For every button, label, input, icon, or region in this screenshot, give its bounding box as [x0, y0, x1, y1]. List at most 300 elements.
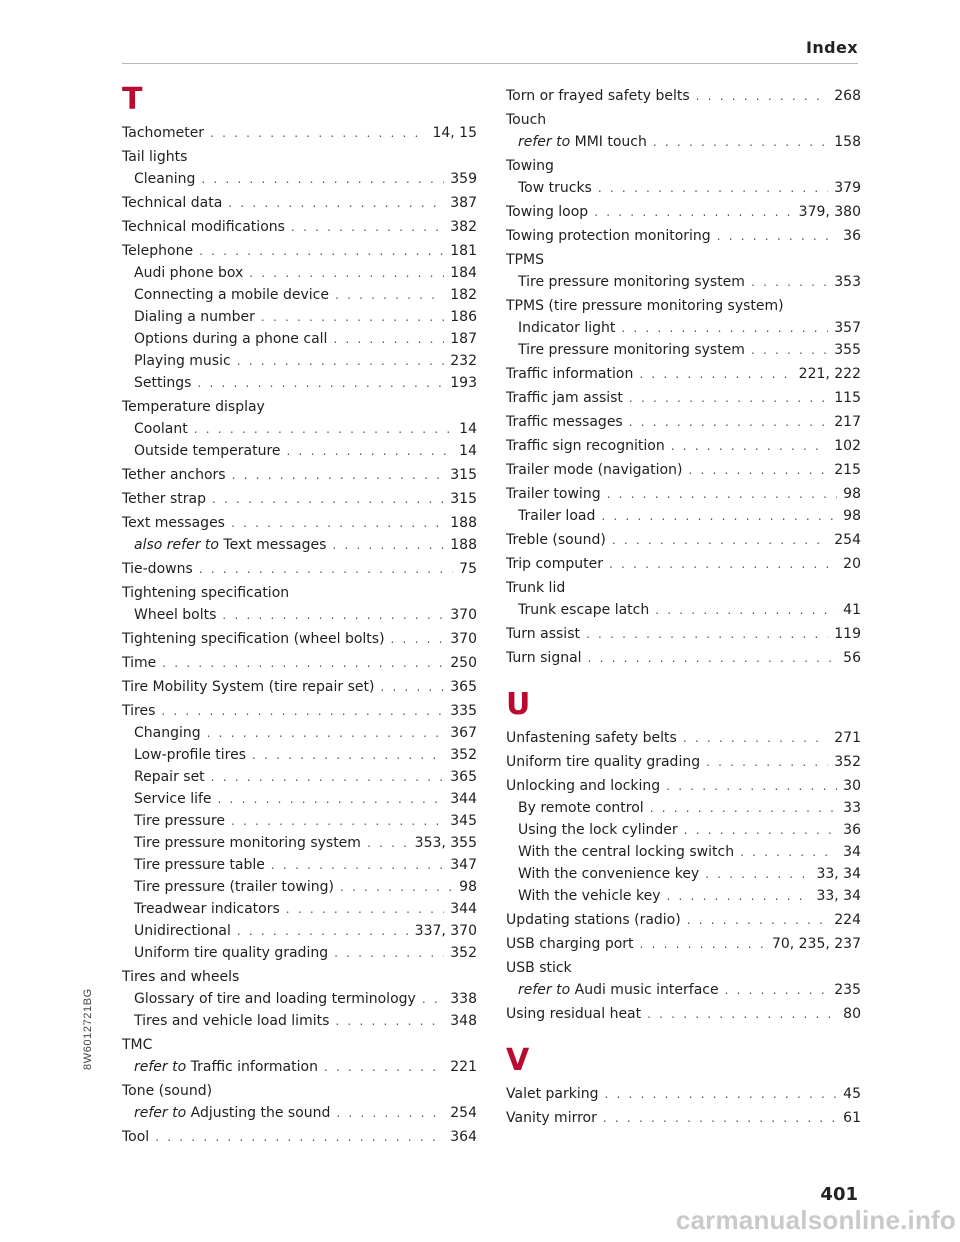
entry-page-ref: 232	[450, 353, 477, 369]
entry-page-ref: 98	[459, 879, 477, 895]
entry-term-text: Dialing a number	[134, 309, 255, 325]
dot-leader	[199, 558, 453, 580]
entry-term-text: Treadwear indicators	[134, 901, 280, 917]
entry-term-text: Trunk escape latch	[518, 602, 650, 618]
dot-leader	[655, 599, 837, 621]
dot-leader	[324, 1056, 444, 1078]
entry-term	[122, 284, 329, 306]
index-entry	[506, 529, 861, 551]
index-subentry	[506, 317, 861, 339]
entry-page-ref: 382	[450, 219, 477, 235]
entry-term	[122, 582, 289, 604]
entry-page-ref: 337, 370	[414, 923, 477, 939]
entry-term-text: Traffic information	[506, 366, 634, 382]
entry-term	[122, 122, 204, 144]
index-entry	[122, 558, 477, 580]
index-subentry	[122, 262, 477, 284]
index-entry	[122, 1034, 477, 1056]
entry-page-ref: 379	[834, 180, 861, 196]
dot-leader	[603, 1107, 837, 1129]
entry-page-ref: 186	[450, 309, 477, 325]
entry-term-text: Towing loop	[506, 204, 589, 220]
index-subentry	[122, 418, 477, 440]
dot-leader	[422, 988, 444, 1010]
entry-term	[122, 832, 361, 854]
entry-term-text: Tether anchors	[122, 467, 226, 483]
entry-term-text: Trailer mode (navigation)	[506, 462, 683, 478]
dot-leader	[607, 483, 838, 505]
entry-term-text: Torn or frayed safety belts	[506, 88, 690, 104]
entry-term	[506, 317, 615, 339]
entry-term-text: Using residual heat	[506, 1006, 642, 1022]
index-subentry	[506, 885, 861, 907]
entry-term	[122, 722, 201, 744]
entry-term	[506, 435, 665, 457]
entry-term	[122, 1102, 330, 1124]
entry-term-text: Wheel bolts	[134, 607, 217, 623]
index-entry	[506, 727, 861, 749]
index-letter-heading: U	[506, 687, 531, 722]
dot-leader	[598, 177, 828, 199]
dot-leader	[197, 372, 444, 394]
dot-leader	[705, 863, 810, 885]
index-entry	[506, 751, 861, 773]
entry-page-ref: 355	[834, 342, 861, 358]
entry-page-ref: 370	[450, 631, 477, 647]
dot-leader	[222, 604, 444, 626]
entry-page-ref: 182	[450, 287, 477, 303]
index-subentry	[122, 920, 477, 942]
entry-term	[506, 553, 603, 575]
dot-leader	[211, 766, 445, 788]
index-subentry	[122, 988, 477, 1010]
entry-term	[506, 483, 601, 505]
entry-page-ref: 364	[450, 1129, 477, 1145]
entry-term-text: Traffic sign recognition	[506, 438, 665, 454]
entry-term	[506, 131, 647, 153]
entry-page-ref: 370	[450, 607, 477, 623]
entry-term	[506, 459, 682, 481]
entry-page-ref: 271	[834, 730, 861, 746]
entry-term-text: Cleaning	[134, 171, 196, 187]
entry-term	[506, 177, 592, 199]
entry-term-text: Adjusting the sound	[190, 1105, 331, 1121]
index-subentry	[122, 1010, 477, 1032]
entry-term	[506, 885, 660, 907]
index-subentry	[506, 505, 861, 527]
index-subentry	[506, 979, 861, 1001]
entry-term-text: Settings	[134, 375, 192, 391]
entry-page-ref: 387	[450, 195, 477, 211]
entry-term-text: Traffic messages	[506, 414, 623, 430]
entry-page-ref: 352	[450, 747, 477, 763]
entry-term	[506, 387, 623, 409]
cross-reference-prefix: refer to	[134, 1105, 187, 1121]
entry-term-text: TPMS (tire pressure monitoring system)	[506, 298, 784, 314]
entry-term-text: Trunk lid	[506, 580, 566, 596]
entry-term-text: Tires and wheels	[122, 969, 240, 985]
index-subentry	[122, 788, 477, 810]
entry-term	[122, 240, 193, 262]
entry-term	[506, 529, 606, 551]
entry-page-ref: 184	[450, 265, 477, 281]
entry-term-text: MMI touch	[574, 134, 647, 150]
entry-term	[506, 727, 677, 749]
index-subentry	[122, 744, 477, 766]
dot-leader	[717, 225, 837, 247]
entry-term-text: Uniform tire quality grading	[506, 754, 701, 770]
index-entry	[122, 192, 477, 214]
entry-page-ref: 250	[450, 655, 477, 671]
index-entry	[122, 122, 477, 144]
entry-term	[122, 628, 385, 650]
index-entry	[122, 1080, 477, 1102]
dot-leader	[271, 854, 444, 876]
entry-page-ref: 345	[450, 813, 477, 829]
index-entry	[506, 225, 861, 247]
index-entry	[506, 201, 861, 223]
entry-term	[122, 146, 187, 168]
index-entry	[506, 363, 861, 385]
entry-term	[122, 766, 205, 788]
index-subentry	[506, 841, 861, 863]
entry-term	[122, 1080, 212, 1102]
index-entry	[506, 1003, 861, 1025]
index-subentry	[506, 271, 861, 293]
page-number: 401	[820, 1184, 858, 1205]
entry-page-ref: 188	[450, 537, 477, 553]
entry-page-ref: 254	[450, 1105, 477, 1121]
entry-page-ref: 379, 380	[798, 204, 861, 220]
entry-term-text: Audi music interface	[574, 982, 719, 998]
entry-page-ref: 33	[843, 800, 861, 816]
entry-term	[506, 249, 544, 271]
entry-term	[122, 306, 255, 328]
index-subentry	[122, 440, 477, 462]
entry-term-text: Tow trucks	[518, 180, 592, 196]
entry-page-ref: 315	[450, 467, 477, 483]
entry-term-text: Technical data	[122, 195, 223, 211]
entry-term	[506, 85, 690, 107]
entry-term	[122, 920, 231, 942]
index-subentry	[122, 372, 477, 394]
entry-term	[506, 271, 745, 293]
index-entry	[506, 1083, 861, 1105]
dot-leader	[586, 623, 828, 645]
entry-term-text: Tightening specification (wheel bolts)	[122, 631, 385, 647]
index-subentry	[122, 832, 477, 854]
entry-term	[122, 966, 239, 988]
entry-page-ref: 365	[450, 679, 477, 695]
entry-term-text: Using the lock cylinder	[518, 822, 678, 838]
dot-leader	[605, 1083, 838, 1105]
index-entry	[506, 459, 861, 481]
index-entry	[506, 435, 861, 457]
dot-leader	[751, 271, 828, 293]
dot-leader	[334, 942, 444, 964]
entry-term	[506, 623, 580, 645]
entry-term-text: Towing	[506, 158, 554, 174]
dot-leader	[199, 240, 444, 262]
entry-page-ref: 367	[450, 725, 477, 741]
entry-term-text: Tire pressure monitoring system	[134, 835, 361, 851]
entry-term-text: Tachometer	[122, 125, 205, 141]
entry-term	[506, 933, 634, 955]
index-entry	[122, 700, 477, 722]
entry-term	[122, 988, 416, 1010]
entry-term-text: Trip computer	[506, 556, 603, 572]
index-entry	[506, 387, 861, 409]
entry-term	[506, 505, 595, 527]
dot-leader	[340, 876, 453, 898]
entry-term-text: USB charging port	[506, 936, 634, 952]
dot-leader	[650, 797, 837, 819]
index-entry	[506, 933, 861, 955]
entry-term	[506, 599, 649, 621]
entry-page-ref: 80	[843, 1006, 861, 1022]
dot-leader	[683, 727, 828, 749]
dot-leader	[688, 459, 828, 481]
entry-page-ref: 315	[450, 491, 477, 507]
entry-term	[122, 604, 216, 626]
entry-term	[122, 876, 334, 898]
entry-term-text: Tail lights	[122, 149, 188, 165]
index-entry	[506, 155, 861, 177]
entry-page-ref: 14	[459, 421, 477, 437]
index-subentry	[506, 131, 861, 153]
dot-leader	[291, 216, 444, 238]
entry-term-text: With the vehicle key	[518, 888, 661, 904]
entry-term	[122, 676, 374, 698]
entry-term	[122, 350, 231, 372]
entry-term-text: Towing protection monitoring	[506, 228, 711, 244]
entry-term	[122, 652, 156, 674]
dot-leader	[725, 979, 829, 1001]
entry-page-ref: 36	[843, 228, 861, 244]
entry-page-ref: 14	[459, 443, 477, 459]
index-subentry	[122, 1056, 477, 1078]
entry-term-text: Trailer towing	[506, 486, 601, 502]
entry-page-ref: 75	[459, 561, 477, 577]
entry-term	[122, 1034, 152, 1056]
entry-page-ref: 352	[450, 945, 477, 961]
entry-term	[506, 1107, 597, 1129]
entry-term	[506, 819, 678, 841]
index-entry	[122, 966, 477, 988]
dot-leader	[232, 464, 445, 486]
dot-leader	[653, 131, 828, 153]
dot-leader	[335, 284, 444, 306]
dot-leader	[609, 553, 837, 575]
entry-term-text: With the central locking switch	[518, 844, 735, 860]
entry-term	[122, 558, 193, 580]
entry-term	[122, 512, 225, 534]
entry-term-text: By remote control	[518, 800, 644, 816]
index-column-right	[506, 85, 861, 1129]
dot-leader	[671, 435, 829, 457]
entry-term	[506, 841, 734, 863]
entry-term	[122, 488, 206, 510]
entry-page-ref: 119	[834, 626, 861, 642]
index-subentry	[122, 810, 477, 832]
dot-leader	[228, 192, 444, 214]
dot-leader	[621, 317, 828, 339]
entry-term-text: Trailer load	[518, 508, 596, 524]
dot-leader	[237, 350, 445, 372]
entry-term	[122, 1010, 329, 1032]
entry-page-ref: 348	[450, 1013, 477, 1029]
entry-page-ref: 335	[450, 703, 477, 719]
index-entry	[506, 957, 861, 979]
entry-term-text: Treble (sound)	[506, 532, 606, 548]
index-subentry	[506, 599, 861, 621]
dot-leader	[367, 832, 409, 854]
index-subentry	[122, 722, 477, 744]
dot-leader	[333, 328, 444, 350]
entry-term-text: Unidirectional	[134, 923, 231, 939]
index-entry	[506, 1107, 861, 1129]
entry-page-ref: 221, 222	[798, 366, 861, 382]
entry-page-ref: 36	[843, 822, 861, 838]
index-entry	[122, 1126, 477, 1148]
dot-leader	[201, 168, 444, 190]
index-entry	[122, 582, 477, 604]
entry-term	[506, 979, 719, 1001]
index-entry	[506, 553, 861, 575]
entry-term	[122, 192, 222, 214]
entry-term-text: Time	[122, 655, 157, 671]
entry-page-ref: 98	[843, 508, 861, 524]
dot-leader	[286, 898, 444, 920]
entry-page-ref: 70, 235, 237	[771, 936, 861, 952]
entry-term	[122, 898, 280, 920]
dot-leader	[594, 201, 792, 223]
entry-term	[506, 201, 588, 223]
entry-page-ref: 98	[843, 486, 861, 502]
dot-leader	[261, 306, 444, 328]
index-subentry	[122, 766, 477, 788]
dot-leader	[380, 676, 444, 698]
index-subentry	[122, 1102, 477, 1124]
dot-leader	[666, 885, 810, 907]
entry-term-text: Turn signal	[506, 650, 582, 666]
dot-leader	[237, 920, 409, 942]
index-column-left	[122, 82, 477, 1148]
entry-page-ref: 344	[450, 791, 477, 807]
dot-leader	[335, 1010, 444, 1032]
entry-term	[506, 225, 711, 247]
dot-leader	[332, 534, 444, 556]
cross-reference-prefix: refer to	[134, 1059, 187, 1075]
index-entry	[506, 85, 861, 107]
entry-term	[122, 418, 188, 440]
entry-term	[122, 1056, 318, 1078]
dot-leader	[212, 488, 444, 510]
document-code: 8W6012721BG	[82, 988, 94, 1070]
entry-term-text: Glossary of tire and loading terminology	[134, 991, 416, 1007]
index-subentry	[506, 177, 861, 199]
entry-term-text: Coolant	[134, 421, 188, 437]
dot-leader	[751, 339, 828, 361]
entry-term	[506, 647, 582, 669]
entry-term-text: Unlocking and locking	[506, 778, 661, 794]
index-subentry	[506, 863, 861, 885]
entry-term-text: Touch	[506, 112, 547, 128]
entry-term	[122, 464, 226, 486]
entry-term-text: Tone (sound)	[122, 1083, 213, 1099]
entry-term-text: Tool	[122, 1129, 150, 1145]
dot-leader	[706, 751, 828, 773]
dot-leader	[336, 1102, 444, 1124]
entry-page-ref: 45	[843, 1086, 861, 1102]
dot-leader	[684, 819, 838, 841]
index-subentry	[506, 339, 861, 361]
index-entry	[122, 512, 477, 534]
entry-page-ref: 365	[450, 769, 477, 785]
entry-term	[506, 1003, 641, 1025]
entry-page-ref: 353	[834, 274, 861, 290]
dot-leader	[287, 440, 454, 462]
entry-page-ref: 41	[843, 602, 861, 618]
index-entry	[122, 676, 477, 698]
index-subentry	[122, 854, 477, 876]
entry-term-text: Playing music	[134, 353, 231, 369]
dot-leader	[207, 722, 445, 744]
entry-page-ref: 181	[450, 243, 477, 259]
index-subentry	[122, 168, 477, 190]
index-entry	[122, 146, 477, 168]
entry-term-text: Text messages	[122, 515, 225, 531]
index-subentry	[122, 284, 477, 306]
index-subentry	[122, 350, 477, 372]
entry-term-text: Turn assist	[506, 626, 580, 642]
entry-term	[506, 957, 572, 979]
dot-leader	[218, 788, 445, 810]
entry-page-ref: 352	[834, 754, 861, 770]
entry-page-ref: 347	[450, 857, 477, 873]
index-letter-heading: V	[506, 1043, 530, 1078]
watermark: carmanualsonline.info	[675, 1205, 956, 1235]
entry-term	[506, 295, 784, 317]
index-entry	[122, 652, 477, 674]
index-letter-heading: T	[122, 82, 143, 117]
dot-leader	[740, 841, 837, 863]
entry-page-ref: 33, 34	[816, 888, 861, 904]
dot-leader	[629, 387, 828, 409]
entry-term	[506, 363, 633, 385]
dot-leader	[194, 418, 453, 440]
index-subentry	[122, 942, 477, 964]
dot-leader	[155, 1126, 444, 1148]
entry-page-ref: 102	[834, 438, 861, 454]
entry-term-text: Text messages	[223, 537, 327, 553]
dot-leader	[391, 628, 445, 650]
index-entry	[506, 411, 861, 433]
cross-reference-prefix: refer to	[518, 982, 571, 998]
entry-term	[506, 155, 554, 177]
entry-page-ref: 30	[843, 778, 861, 794]
entry-term	[122, 788, 212, 810]
entry-term-text: Traffic information	[190, 1059, 318, 1075]
entry-term-text: Options during a phone call	[134, 331, 328, 347]
entry-term-text: TPMS	[506, 252, 544, 268]
entry-term-text: Indicator light	[518, 320, 616, 336]
dot-leader	[696, 85, 829, 107]
dot-leader	[231, 810, 444, 832]
dot-leader	[647, 1003, 837, 1025]
entry-term	[506, 909, 681, 931]
entry-term	[506, 1083, 599, 1105]
